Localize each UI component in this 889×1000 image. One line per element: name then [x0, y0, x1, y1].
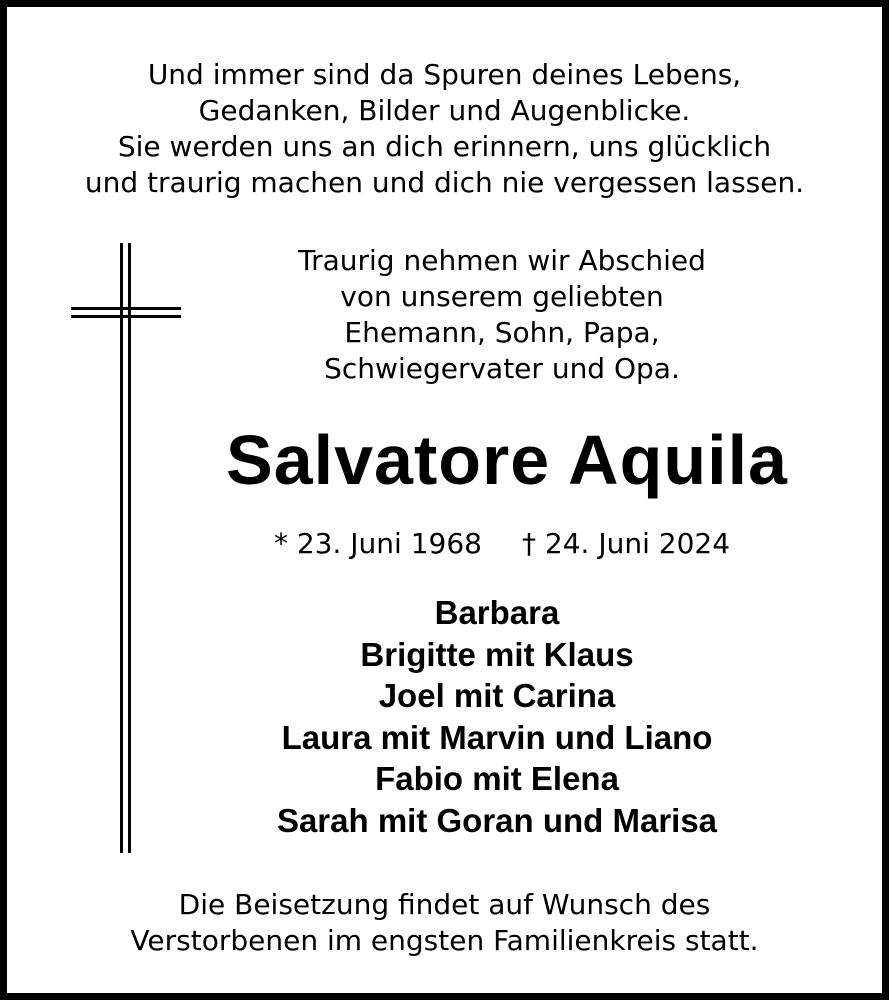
intro-line: Ehemann, Sohn, Papa,	[344, 316, 660, 349]
life-dates	[237, 525, 767, 563]
mourner-line: Joel mit Carina	[378, 677, 616, 714]
mourner-line: Brigitte mit Klaus	[360, 635, 634, 673]
farewell-intro	[237, 243, 767, 387]
mourner-line: Sarah mit Goran und Marisa	[276, 801, 718, 839]
birth-date: * 23. Juni 1968	[273, 527, 482, 560]
deceased-name: Salvatore Aquila	[226, 421, 788, 499]
death-date: † 24. Juni 2024	[522, 527, 731, 560]
intro-line: von unserem geliebten	[340, 280, 664, 313]
cross-horizontal-line-bottom	[71, 315, 181, 318]
poem-line: Gedanken, Bilder und Augenblicke.	[198, 94, 691, 127]
memorial-poem	[7, 57, 882, 201]
mourner-line: Laura mit Marvin und Liano	[281, 718, 713, 756]
funeral-note	[7, 887, 882, 959]
cross-horizontal-line-top	[71, 307, 181, 310]
mourner-line: Barbara	[434, 594, 560, 631]
poem-line: Und immer sind da Spuren deines Lebens,	[147, 58, 742, 91]
cross-vertical-line-left	[120, 243, 123, 853]
footer-line: Verstorbenen im engsten Familienkreis statt.	[130, 924, 759, 957]
intro-line: Traurig nehmen wir Abschied	[298, 244, 706, 277]
cross-vertical-line-right	[128, 243, 131, 853]
cross-icon	[7, 7, 8, 8]
poem-line: und traurig machen und dich nie vergessen lassen.	[84, 166, 805, 199]
intro-line: Schwiegervater und Opa.	[324, 352, 680, 385]
mourner-line: Fabio mit Elena	[375, 760, 619, 797]
poem-line: Sie werden uns an dich erinnern, uns glücklich	[117, 130, 772, 163]
footer-line: Die Beisetzung findet auf Wunsch des	[178, 888, 711, 921]
mourners-list	[197, 592, 797, 841]
